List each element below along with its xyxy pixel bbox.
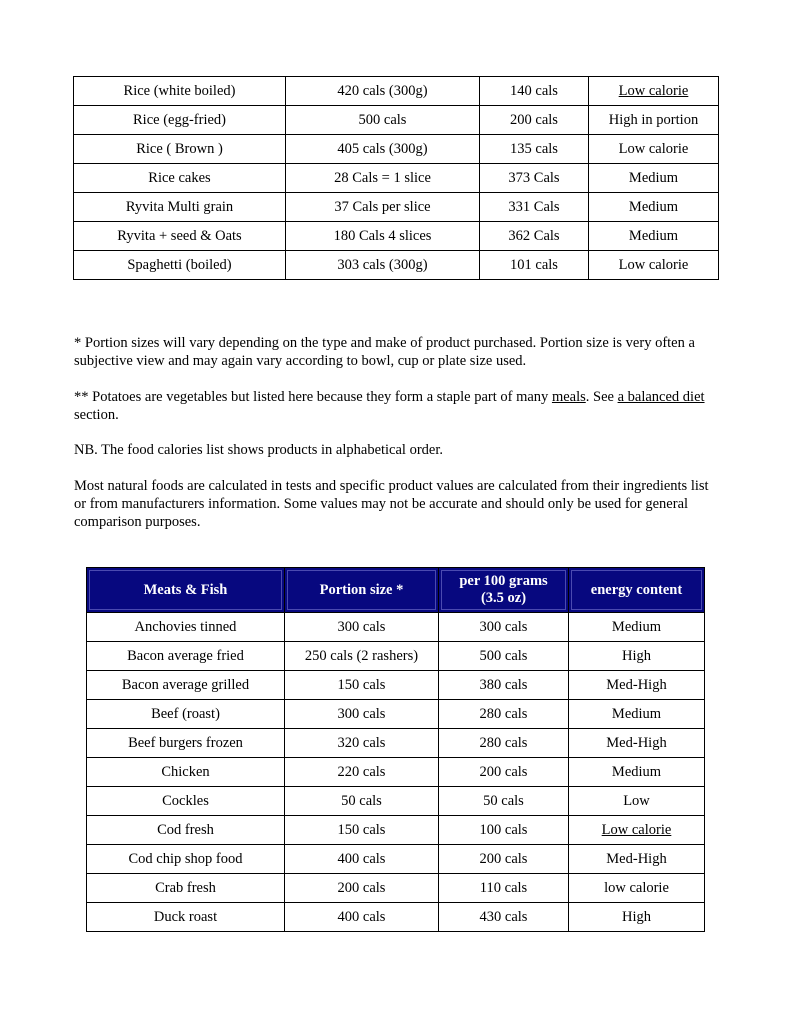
portion-cell: 150 cals <box>285 671 439 700</box>
table-row <box>87 874 705 903</box>
potato-note-text: ** Potatoes are vegetables but listed here because they form a staple part of many <box>74 389 552 405</box>
per-100g-cell: 200 cals <box>480 106 589 135</box>
portion-cell: 400 cals <box>285 845 439 874</box>
energy-cell: Low calorie <box>589 251 719 280</box>
portion-cell: 400 cals <box>285 903 439 932</box>
table-row <box>87 845 705 874</box>
table-row <box>87 671 705 700</box>
column-header-portion: Portion size * <box>285 568 439 613</box>
per-100g-cell: 373 Cals <box>480 164 589 193</box>
per-100g-cell: 280 cals <box>439 729 569 758</box>
per-100g-cell: 101 cals <box>480 251 589 280</box>
food-name-cell: Cod fresh <box>87 816 285 845</box>
energy-cell: Medium <box>569 758 705 787</box>
energy-cell: High <box>569 642 705 671</box>
low-calorie-link[interactable]: Low calorie <box>618 82 689 99</box>
portion-size-note: * Portion sizes will vary depending on the type and make of product purchased. Portion size is very often a subjective view and may again vary according to bowl, cup or plate size used. <box>74 335 695 370</box>
food-name-cell: Cod chip shop food <box>87 845 285 874</box>
portion-cell: 220 cals <box>285 758 439 787</box>
table-row <box>87 642 705 671</box>
energy-cell: Low calorie <box>589 135 719 164</box>
potato-note-text: . See <box>585 389 618 405</box>
energy-cell: Med-High <box>569 671 705 700</box>
food-name-cell: Cockles <box>87 787 285 816</box>
portion-cell: 28 Cals = 1 slice <box>286 164 480 193</box>
per-100g-cell: 430 cals <box>439 903 569 932</box>
portion-cell: 300 cals <box>285 613 439 642</box>
column-header-energy: energy content <box>569 568 705 613</box>
per-100g-cell: 200 cals <box>439 758 569 787</box>
per-100g-cell: 200 cals <box>439 845 569 874</box>
table-row <box>87 758 705 787</box>
food-name-cell: Bacon average fried <box>87 642 285 671</box>
table-row <box>87 700 705 729</box>
meals-link[interactable]: meals <box>551 389 586 405</box>
food-name-cell: Crab fresh <box>87 874 285 903</box>
portion-cell: 37 Cals per slice <box>286 193 480 222</box>
food-name-cell: Ryvita + seed & Oats <box>74 222 286 251</box>
portion-cell: 500 cals <box>286 106 480 135</box>
portion-cell: 405 cals (300g) <box>286 135 480 164</box>
table-row <box>87 903 705 932</box>
energy-cell: Medium <box>589 222 719 251</box>
per-100g-cell: 135 cals <box>480 135 589 164</box>
per-100g-cell: 140 cals <box>480 77 589 106</box>
food-name-cell: Bacon average grilled <box>87 671 285 700</box>
table-row <box>74 193 719 222</box>
food-name-cell: Rice (white boiled) <box>74 77 286 106</box>
energy-cell: Low <box>569 787 705 816</box>
portion-cell: 250 cals (2 rashers) <box>285 642 439 671</box>
energy-cell: Medium <box>589 164 719 193</box>
grains-table-body <box>74 77 719 280</box>
table-row <box>74 251 719 280</box>
food-name-cell: Rice (egg-fried) <box>74 106 286 135</box>
portion-cell: 300 cals <box>285 700 439 729</box>
food-name-cell: Rice ( Brown ) <box>74 135 286 164</box>
grains-calorie-table <box>73 76 719 280</box>
portion-cell: 150 cals <box>285 816 439 845</box>
portion-cell: 303 cals (300g) <box>286 251 480 280</box>
per-100g-cell: 331 Cals <box>480 193 589 222</box>
food-name-cell: Anchovies tinned <box>87 613 285 642</box>
table-row <box>87 816 705 845</box>
balanced-diet-link[interactable]: a balanced diet <box>617 389 705 405</box>
table-header-row <box>87 568 705 613</box>
portion-cell: 200 cals <box>285 874 439 903</box>
energy-cell: Medium <box>589 193 719 222</box>
energy-cell: Med-High <box>569 729 705 758</box>
potato-note <box>74 388 714 424</box>
column-header-food: Meats & Fish <box>87 568 285 613</box>
portion-cell: 50 cals <box>285 787 439 816</box>
low-calorie-link[interactable]: Low calorie <box>601 821 672 838</box>
table-row <box>87 729 705 758</box>
energy-cell <box>569 816 705 845</box>
food-name-cell: Beef burgers frozen <box>87 729 285 758</box>
per-100g-cell: 50 cals <box>439 787 569 816</box>
energy-cell <box>589 77 719 106</box>
food-name-cell: Duck roast <box>87 903 285 932</box>
per-100g-cell: 300 cals <box>439 613 569 642</box>
portion-cell: 320 cals <box>285 729 439 758</box>
food-name-cell: Beef (roast) <box>87 700 285 729</box>
table-row <box>74 135 719 164</box>
food-name-cell: Rice cakes <box>74 164 286 193</box>
meats-table-body <box>87 613 705 932</box>
alphabetical-order-note: NB. The food calories list shows products in alphabetical order. <box>74 442 443 458</box>
accuracy-disclaimer: Most natural foods are calculated in tests and specific product values are calculated from their ingredients list or from manufacturers information. Some values may not be accurate and should only be used for general comparison purposes. <box>74 478 709 531</box>
table-row <box>74 77 719 106</box>
energy-cell: High in portion <box>589 106 719 135</box>
header-line: (3.5 oz) <box>480 590 527 606</box>
per-100g-cell: 380 cals <box>439 671 569 700</box>
food-name-cell: Spaghetti (boiled) <box>74 251 286 280</box>
food-name-cell: Ryvita Multi grain <box>74 193 286 222</box>
per-100g-cell: 500 cals <box>439 642 569 671</box>
potato-note-text: section. <box>74 407 119 424</box>
energy-cell: Medium <box>569 613 705 642</box>
table-row <box>74 164 719 193</box>
energy-cell: High <box>569 903 705 932</box>
per-100g-cell: 110 cals <box>439 874 569 903</box>
energy-cell: low calorie <box>569 874 705 903</box>
per-100g-cell: 362 Cals <box>480 222 589 251</box>
energy-cell: Med-High <box>569 845 705 874</box>
per-100g-cell: 100 cals <box>439 816 569 845</box>
header-line: per 100 grams <box>459 573 548 589</box>
portion-cell: 180 Cals 4 slices <box>286 222 480 251</box>
column-header-per100 <box>439 568 569 613</box>
table-row <box>74 222 719 251</box>
table-row <box>87 787 705 816</box>
table-row <box>87 613 705 642</box>
per-100g-cell: 280 cals <box>439 700 569 729</box>
portion-cell: 420 cals (300g) <box>286 77 480 106</box>
energy-cell: Medium <box>569 700 705 729</box>
food-name-cell: Chicken <box>87 758 285 787</box>
meats-fish-calorie-table <box>86 567 705 932</box>
table-row <box>74 106 719 135</box>
